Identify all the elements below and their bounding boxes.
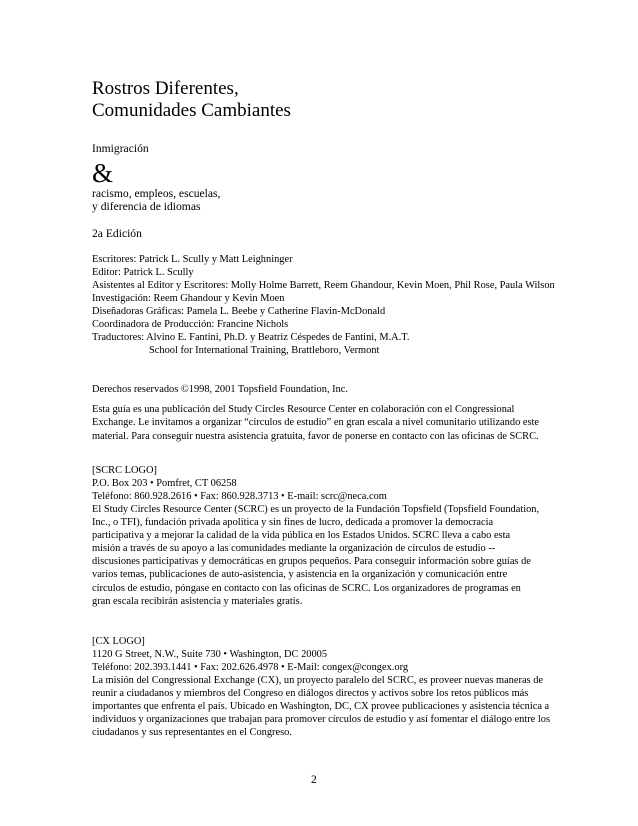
- subtitle-line-1: racismo, empleos, escuelas,: [92, 186, 221, 200]
- cx-body-line: ciudadanos y sus representantes en el Congreso.: [92, 727, 292, 739]
- credit-line: Asistentes al Editor y Escritores: Molly Holme Barrett, Reem Ghandour, Kevin Moen, Phil Rose, Paula Wilson: [92, 280, 555, 292]
- credit-line: Editor: Patrick L. Scully: [92, 267, 194, 279]
- subtitle-block: [92, 142, 562, 214]
- page-number: 2: [311, 773, 317, 786]
- scrc-body-line: gran escala recibirán asistencia y materiales gratis.: [92, 595, 303, 607]
- cx-body-line: reunir a ciudadanos y miembros del Congreso en diálogos directos y activos sobre los retos públicos más: [92, 688, 529, 700]
- edition: 2a Edición: [92, 226, 142, 240]
- title-line-2: Comunidades Cambiantes: [92, 100, 291, 121]
- scrc-body-line: Inc., o TFI), fundación privada apolítica y sin fines de lucro, dedicada a promover la democracia: [92, 517, 494, 529]
- credit-line: Diseñadoras Gráficas: Pamela L. Beebe y Catherine Flavin-McDonald: [92, 306, 386, 318]
- scrc-body-line: participativa y a mejorar la calidad de la vida pública en los Estados Unidos. SCRC lleva a cabo esta: [92, 530, 511, 542]
- scrc-body-line: El Study Circles Resource Center (SCRC) es un proyecto de la Fundación Topsfield (Topsfield Foundation,: [92, 503, 540, 515]
- credit-line-indented: School for International Training, Brattleboro, Vermont: [149, 345, 380, 357]
- credit-line: Investigación: Reem Ghandour y Kevin Moen: [92, 293, 285, 305]
- intro-line: Exchange. Le invitamos a organizar “círculos de estudio” en gran escala a nivel comunitario utilizando este: [92, 417, 540, 429]
- cx-body-line: importantes que enfrenta el país. Ubicado en Washington, DC, CX provee publicaciones y asistencia técnica a: [92, 701, 550, 713]
- document-title: [92, 78, 562, 122]
- scrc-body-line: discusiones participativas y democráticas en grupos pequeños. Para conseguir información sobre guías de: [92, 556, 531, 568]
- scrc-section: [92, 464, 562, 608]
- intro-line: material. Para conseguir nuestra asistencia gratuita, favor de ponerse en contacto con las oficinas de SCRC.: [92, 430, 539, 442]
- title-line-1: Rostros Diferentes,: [92, 78, 239, 99]
- cx-address: 1120 G Street, N.W., Suite 730 • Washington, DC 20005: [92, 648, 328, 660]
- cx-section: [92, 635, 562, 740]
- document-page: [92, 78, 562, 739]
- subtitle-immigration: Inmigración: [92, 142, 149, 155]
- intro-paragraph: [92, 403, 562, 442]
- scrc-contact: Teléfono: 860.928.2616 • Fax: 860.928.3713 • E-mail: scrc@neca.com: [92, 490, 387, 502]
- credits-block: [92, 253, 562, 357]
- credit-line: Coordinadora de Producción: Francine Nichols: [92, 319, 289, 331]
- subtitle-line-2: y diferencia de idiomas: [92, 200, 201, 214]
- ampersand: &: [92, 157, 114, 188]
- cx-body-line: La misión del Congressional Exchange (CX), un proyecto paralelo del SCRC, es proveer nuevas maneras de: [92, 674, 544, 686]
- credit-line: Escritores: Patrick L. Scully y Matt Leighninger: [92, 254, 293, 266]
- cx-body-line: individuos y organizaciones que trabajan para promover círculos de estudio y así fomentar el diálogo entre los: [92, 714, 551, 726]
- scrc-address: P.O. Box 203 • Pomfret, CT 06258: [92, 477, 237, 489]
- credit-line: Traductores: Alvino E. Fantini, Ph.D. y Beatriz Céspedes de Fantini, M.A.T.: [92, 332, 410, 344]
- scrc-body-line: misión a través de su apoyo a las comunidades mediante la organización de círculos de estudio --: [92, 543, 496, 555]
- cx-logo-placeholder: [CX LOGO]: [92, 635, 145, 647]
- scrc-logo-placeholder: [SCRC LOGO]: [92, 464, 157, 476]
- copyright: Derechos reservados ©1998, 2001 Topsfield Foundation, Inc.: [92, 384, 349, 396]
- intro-line: Esta guía es una publicación del Study Circles Resource Center en colaboración con el Congressional: [92, 404, 515, 416]
- scrc-body-line: varios temas, publicaciones de auto-asistencia, y asistencia en la organización y comunicación entre: [92, 569, 508, 581]
- scrc-body-line: círculos de estudio, póngase en contacto con las oficinas de SCRC. Los organizadores de programas en: [92, 582, 521, 594]
- cx-contact: Teléfono: 202.393.1441 • Fax: 202.626.4978 • E-Mail: congex@congex.org: [92, 661, 409, 673]
